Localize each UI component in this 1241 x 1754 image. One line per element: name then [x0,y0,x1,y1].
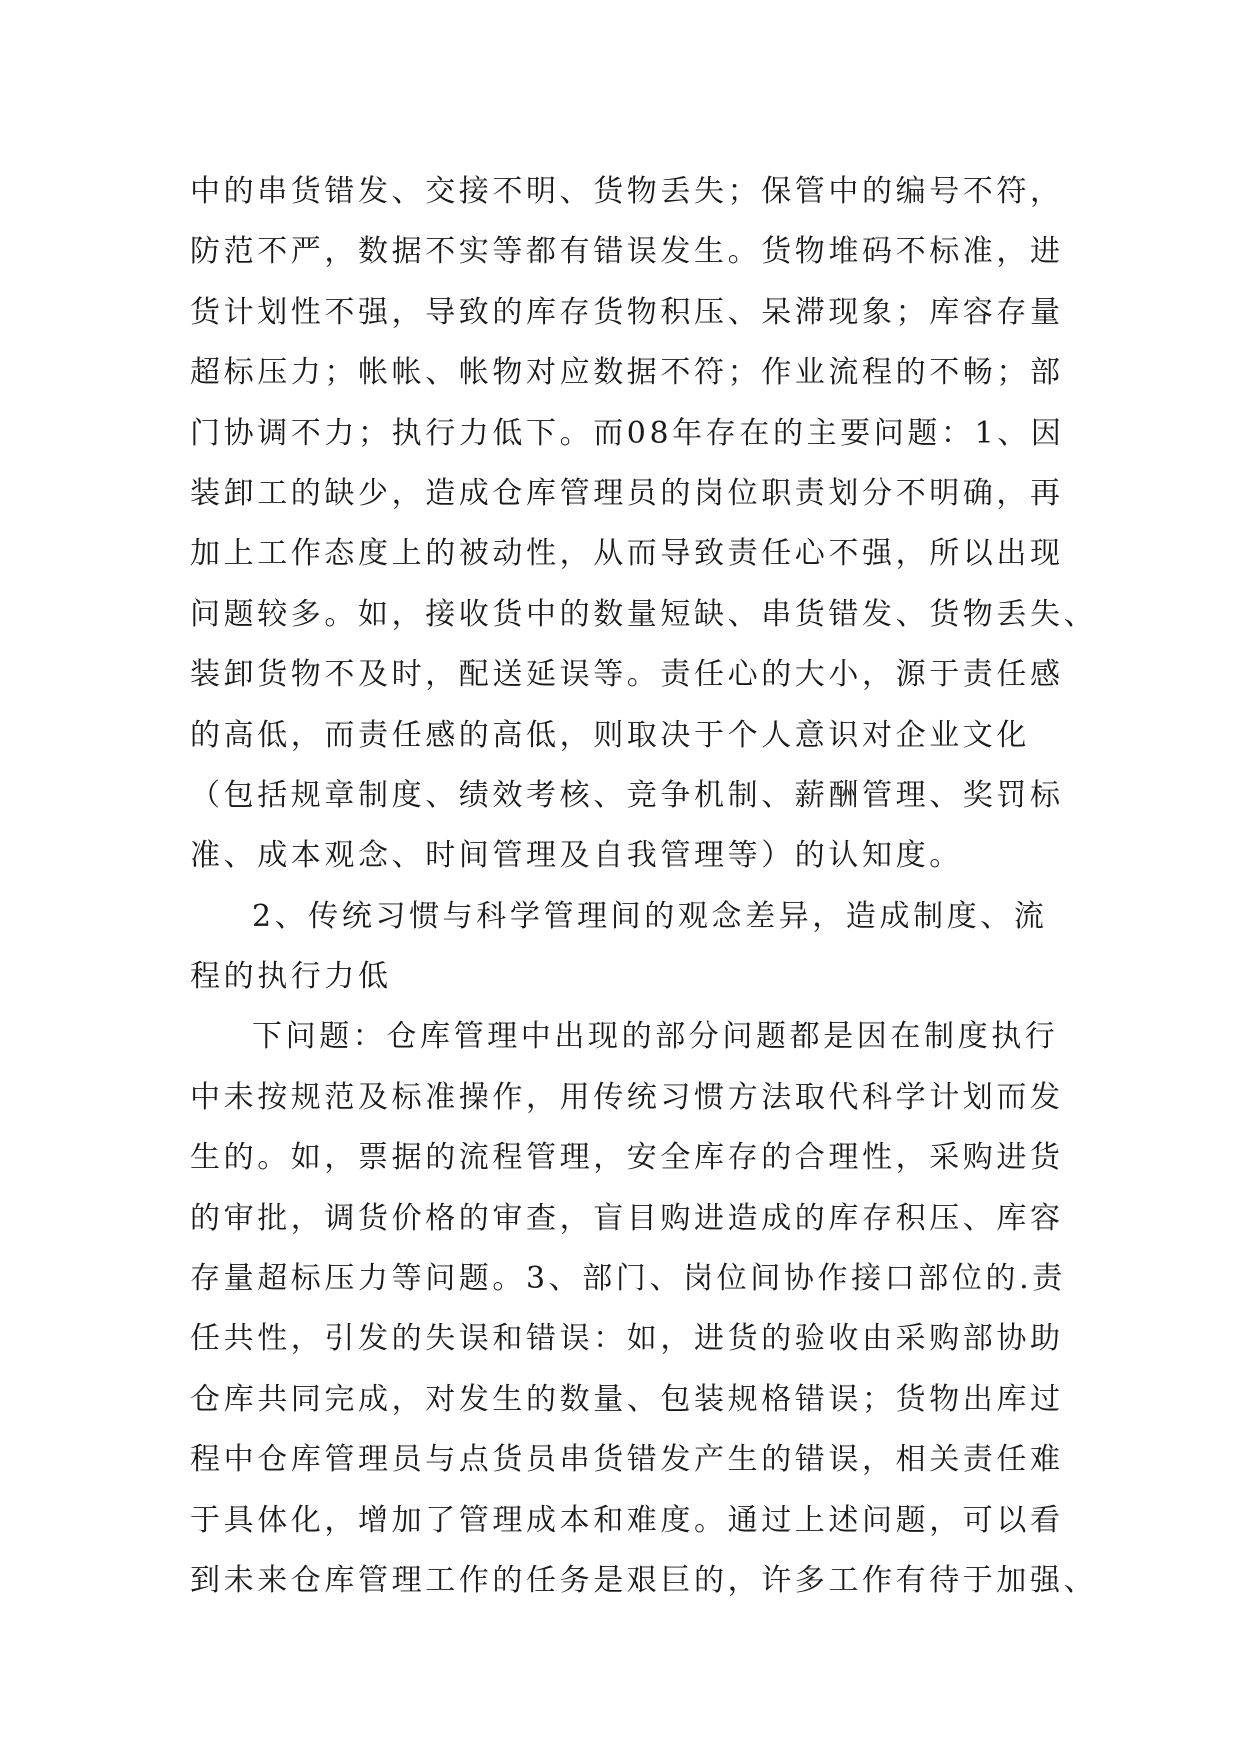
text-line: 门协调不力；执行力低下。而08年存在的主要问题：1、因 [190,415,1065,451]
text-line: 装卸货物不及时，配送延误等。责任心的大小，源于责任感 [190,657,1064,693]
text-line: 仓库共同完成，对发生的数量、包装规格错误；货物出库过 [190,1381,1064,1417]
text-line: （包括规章制度、绩效考核、竞争机制、薪酬管理、奖罚标 [190,777,1064,813]
text-line: 问题较多。如，接收货中的数量短缺、串货错发、货物丢失、 [190,596,1098,632]
text-line: 装卸工的缺少，造成仓库管理员的岗位职责划分不明确，再 [190,475,1064,511]
text-line: 的审批，调货价格的审查，盲目购进造成的库存积压、库容 [190,1200,1064,1236]
text-line: 货计划性不强，导致的库存货物积压、呆滞现象；库容存量 [190,294,1064,330]
text-line: 到未来仓库管理工作的任务是艰巨的，许多工作有待于加强、 [190,1562,1098,1598]
text-line: 程的执行力低 [190,959,392,995]
text-line: 程中仓库管理员与点货员串货错发产生的错误，相关责任难 [190,1442,1064,1478]
text-line: 准、成本观念、时间管理及自我管理等）的认知度。 [190,838,963,874]
text-line: 存量超标压力等问题。3、部门、岗位间协作接口部位的.责 [190,1261,1066,1297]
paragraph-start-line: 下问题：仓库管理中出现的部分问题都是因在制度执行 [252,1019,1059,1055]
text-line: 中的串货错发、交接不明、货物丢失；保管中的编号不符， [190,174,1064,209]
body-text [190,162,1098,1611]
text-line: 防范不严，数据不实等都有错误发生。货物堆码不标准，进 [190,234,1064,270]
text-line: 的高低，而责任感的高低，则取决于个人意识对企业文化 [190,717,1030,753]
text-line: 生的。如，票据的流程管理，安全库存的合理性，采购进货 [190,1140,1064,1176]
text-line: 超标压力；帐帐、帐物对应数据不符；作业流程的不畅；部 [190,355,1064,391]
paragraph-start-line: 2、传统习惯与科学管理间的观念差异，造成制度、流 [252,898,1048,934]
text-line: 任共性，引发的失误和错误：如，进货的验收由采购部协助 [190,1321,1064,1357]
text-line: 于具体化，增加了管理成本和难度。通过上述问题，可以看 [190,1502,1064,1538]
text-line: 加上工作态度上的被动性，从而导致责任心不强，所以出现 [190,536,1064,572]
text-line: 中未按规范及标准操作，用传统习惯方法取代科学计划而发 [190,1079,1064,1115]
